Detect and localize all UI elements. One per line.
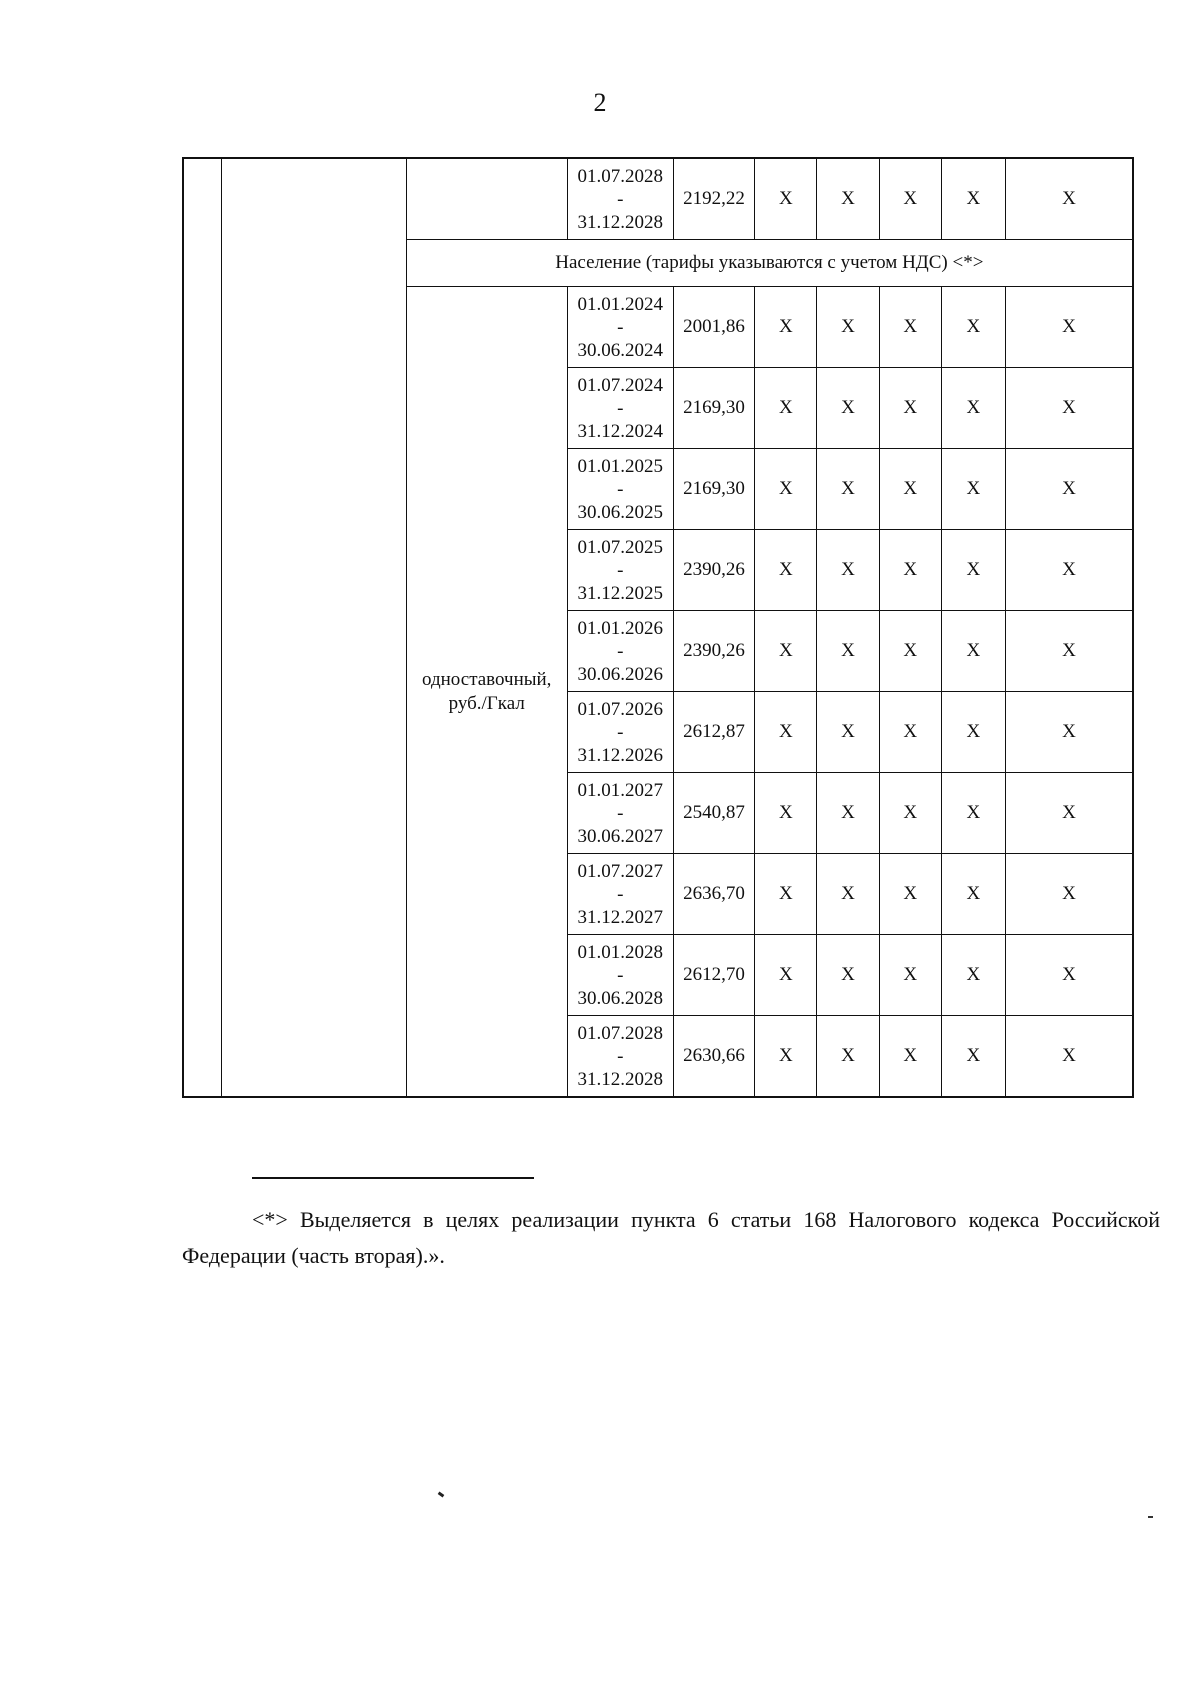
mark-cell: X: [879, 449, 941, 530]
period-dash: -: [617, 1045, 624, 1067]
blank-cell-number: [183, 158, 222, 1097]
mark-cell: X: [817, 1016, 879, 1098]
mark-cell: X: [879, 1016, 941, 1098]
mark-cell: X: [1006, 287, 1134, 368]
period-start: 01.07.2027: [577, 860, 663, 882]
mark-cell: X: [1006, 449, 1134, 530]
mark-cell: X: [755, 530, 817, 611]
period-end: 31.12.2028: [577, 1068, 663, 1090]
price-cell: 2390,26: [673, 530, 755, 611]
mark-cell: X: [1006, 158, 1134, 240]
mark-cell: X: [755, 1016, 817, 1098]
mark-cell: X: [879, 158, 941, 240]
period-start: 01.07.2028: [577, 165, 663, 187]
period-dash: -: [617, 397, 624, 419]
price-cell: 2169,30: [673, 449, 755, 530]
period-end: 30.06.2024: [577, 339, 663, 361]
period-start: 01.07.2028: [577, 1022, 663, 1044]
mark-cell: X: [817, 611, 879, 692]
mark-cell: X: [941, 854, 1005, 935]
mark-cell: X: [755, 854, 817, 935]
price-cell: 2169,30: [673, 368, 755, 449]
mark-cell: X: [941, 611, 1005, 692]
mark-cell: X: [817, 854, 879, 935]
mark-cell: X: [1006, 530, 1134, 611]
mark-cell: X: [755, 368, 817, 449]
period-end: 31.12.2028: [577, 211, 663, 233]
unit-label-line1: одноставочный,: [422, 668, 552, 690]
mark-cell: X: [941, 530, 1005, 611]
price-cell: 2540,87: [673, 773, 755, 854]
period-cell: [567, 692, 673, 773]
blank-cell-organization: [222, 158, 406, 1097]
period-start: 01.01.2024: [577, 293, 663, 315]
mark-cell: X: [1006, 692, 1134, 773]
period-dash: -: [617, 802, 624, 824]
mark-cell: X: [817, 692, 879, 773]
period-end: 31.12.2026: [577, 744, 663, 766]
period-start: 01.01.2026: [577, 617, 663, 639]
mark-cell: X: [879, 530, 941, 611]
period-cell: [567, 287, 673, 368]
price-cell: 2612,70: [673, 935, 755, 1016]
mark-cell: X: [755, 287, 817, 368]
mark-cell: X: [817, 158, 879, 240]
mark-cell: X: [1006, 611, 1134, 692]
footnote-separator: [252, 1177, 534, 1179]
mark-cell: X: [941, 935, 1005, 1016]
table-row: [183, 158, 1133, 240]
mark-cell: X: [941, 449, 1005, 530]
period-cell: [567, 530, 673, 611]
period-end: 30.06.2028: [577, 987, 663, 1009]
scan-speck: [438, 1492, 445, 1498]
mark-cell: X: [817, 530, 879, 611]
mark-cell: X: [1006, 368, 1134, 449]
price-cell: 2630,66: [673, 1016, 755, 1098]
mark-cell: X: [879, 935, 941, 1016]
mark-cell: X: [817, 287, 879, 368]
period-cell: [567, 1016, 673, 1098]
mark-cell: X: [755, 611, 817, 692]
period-end: 30.06.2027: [577, 825, 663, 847]
mark-cell: X: [755, 935, 817, 1016]
page-number: 2: [593, 88, 607, 117]
period-dash: -: [617, 721, 624, 743]
price-cell: 2192,22: [673, 158, 755, 240]
period-end: 30.06.2025: [577, 501, 663, 523]
period-start: 01.07.2024: [577, 374, 663, 396]
mark-cell: X: [941, 773, 1005, 854]
period-start: 01.01.2028: [577, 941, 663, 963]
period-start: 01.01.2025: [577, 455, 663, 477]
mark-cell: X: [755, 449, 817, 530]
mark-cell: X: [941, 287, 1005, 368]
period-start: 01.07.2025: [577, 536, 663, 558]
period-dash: -: [617, 478, 624, 500]
period-dash: -: [617, 188, 624, 210]
period-dash: -: [617, 559, 624, 581]
period-cell: [567, 611, 673, 692]
period-cell: [567, 854, 673, 935]
mark-cell: X: [879, 854, 941, 935]
period-cell: [567, 449, 673, 530]
period-end: 30.06.2026: [577, 663, 663, 685]
price-cell: 2612,87: [673, 692, 755, 773]
tariff-table: [182, 157, 1134, 1098]
period-dash: -: [617, 640, 624, 662]
mark-cell: X: [879, 692, 941, 773]
period-end: 31.12.2024: [577, 420, 663, 442]
mark-cell: X: [817, 773, 879, 854]
mark-cell: X: [817, 449, 879, 530]
period-start: 01.01.2027: [577, 779, 663, 801]
period-start: 01.07.2026: [577, 698, 663, 720]
unit-cell: [406, 287, 567, 1098]
mark-cell: X: [817, 368, 879, 449]
mark-cell: X: [817, 935, 879, 1016]
price-cell: 2636,70: [673, 854, 755, 935]
period-dash: -: [617, 964, 624, 986]
mark-cell: X: [941, 1016, 1005, 1098]
mark-cell: X: [755, 158, 817, 240]
period-cell: [567, 158, 673, 240]
mark-cell: X: [879, 287, 941, 368]
mark-cell: X: [755, 692, 817, 773]
section-header: Население (тарифы указываются с учетом НДС) <*>: [406, 240, 1133, 287]
period-dash: -: [617, 316, 624, 338]
period-end: 31.12.2027: [577, 906, 663, 928]
mark-cell: X: [879, 368, 941, 449]
mark-cell: X: [879, 773, 941, 854]
mark-cell: X: [1006, 773, 1134, 854]
mark-cell: X: [941, 368, 1005, 449]
mark-cell: X: [1006, 1016, 1134, 1098]
period-cell: [567, 773, 673, 854]
period-end: 31.12.2025: [577, 582, 663, 604]
mark-cell: X: [879, 611, 941, 692]
price-cell: 2390,26: [673, 611, 755, 692]
period-cell: [567, 368, 673, 449]
mark-cell: X: [941, 158, 1005, 240]
unit-label-line2: руб./Гкал: [448, 692, 525, 714]
scan-speck: [1148, 1516, 1153, 1518]
blank-cell-unit: [406, 158, 567, 240]
period-dash: -: [617, 883, 624, 905]
footnote: <*> Выделяется в целях реализации пункта 6 статьи 168 Налогового кодекса Российской Федерации (часть вторая).».: [182, 1207, 1160, 1268]
mark-cell: X: [1006, 935, 1134, 1016]
mark-cell: X: [755, 773, 817, 854]
mark-cell: X: [1006, 854, 1134, 935]
mark-cell: X: [941, 692, 1005, 773]
price-cell: 2001,86: [673, 287, 755, 368]
period-cell: [567, 935, 673, 1016]
